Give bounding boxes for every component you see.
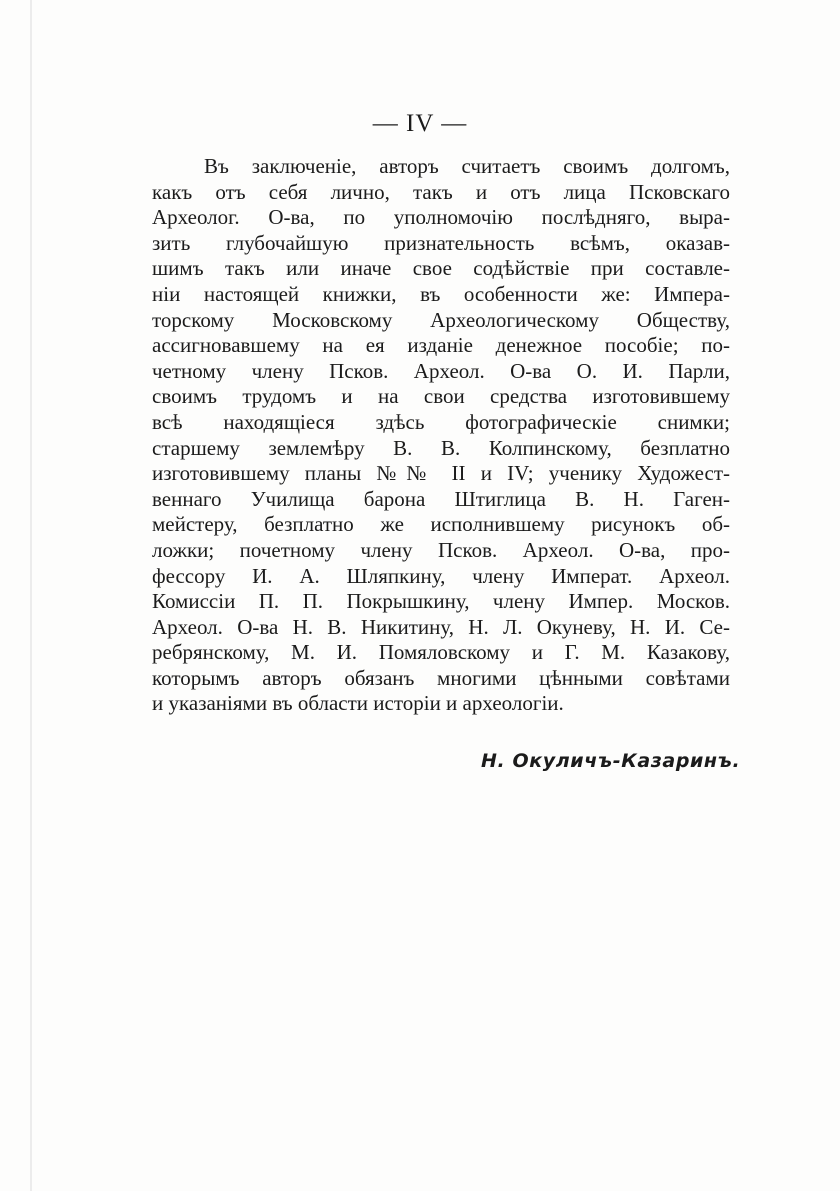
text-line: ассигновавшему на ея изданіе денежное пособіе; по- bbox=[152, 333, 730, 358]
text-line: зить глубочайшую признательность всѣмъ, оказав- bbox=[152, 230, 730, 255]
text-line: Археолог. О-ва, по уполномочію послѣдняго, выра- bbox=[152, 205, 730, 230]
text-line: всѣ находящіеся здѣсь фотографическіе снимки; bbox=[152, 409, 730, 434]
text-line: торскому Московскому Археологическому Обществу, bbox=[152, 307, 730, 332]
text-line: четному члену Псков. Археол. О-ва О. И. Парли, bbox=[152, 358, 730, 383]
text-line: мейстеру, безплатно же исполнившему рисунокъ об- bbox=[152, 512, 730, 537]
text-line: Въ заключеніе, авторъ считаетъ своимъ долгомъ, bbox=[204, 154, 730, 178]
text-line: Археол. О-ва Н. В. Никитину, Н. Л. Окуневу, Н. И. Се- bbox=[152, 614, 730, 639]
text-line: которымъ авторъ обязанъ многими цѣнными совѣтами bbox=[152, 665, 730, 690]
text-line: ребрянскому, М. И. Помяловскому и Г. М. Казакову, bbox=[152, 640, 730, 665]
text-line: своимъ трудомъ и на свои средства изготовившему bbox=[152, 384, 730, 409]
text-line: старшему землемѣру В. В. Колпинскому, безплатно bbox=[152, 435, 730, 460]
author-signature: Н. Окуличъ-Казаринъ. bbox=[481, 750, 741, 772]
acknowledgement-paragraph bbox=[152, 154, 730, 717]
text-line: ложки; почетному члену Псков. Археол. О-ва, про- bbox=[152, 537, 730, 562]
text-line: ніи настоящей книжки, въ особенности же: Импера- bbox=[152, 281, 730, 306]
text-line: изготовившему планы №№ II и IV; ученику Художест- bbox=[152, 461, 730, 486]
text-line: фессору И. А. Шляпкину, члену Императ. Археол. bbox=[152, 563, 730, 588]
scan-edge-shadow bbox=[30, 0, 32, 1191]
text-line: веннаго Училища барона Штиглица В. Н. Гаген- bbox=[152, 486, 730, 511]
text-line: Комиссіи П. П. Покрышкину, члену Импер. Москов. bbox=[152, 589, 730, 614]
text-line: шимъ такъ или иначе свое содѣйствіе при составле- bbox=[152, 256, 730, 281]
page-number: — IV — bbox=[372, 110, 468, 137]
text-line: и указаніями въ области исторіи и археологіи. bbox=[152, 691, 564, 716]
text-line: какъ отъ себя лично, такъ и отъ лица Псковскаго bbox=[152, 179, 730, 204]
